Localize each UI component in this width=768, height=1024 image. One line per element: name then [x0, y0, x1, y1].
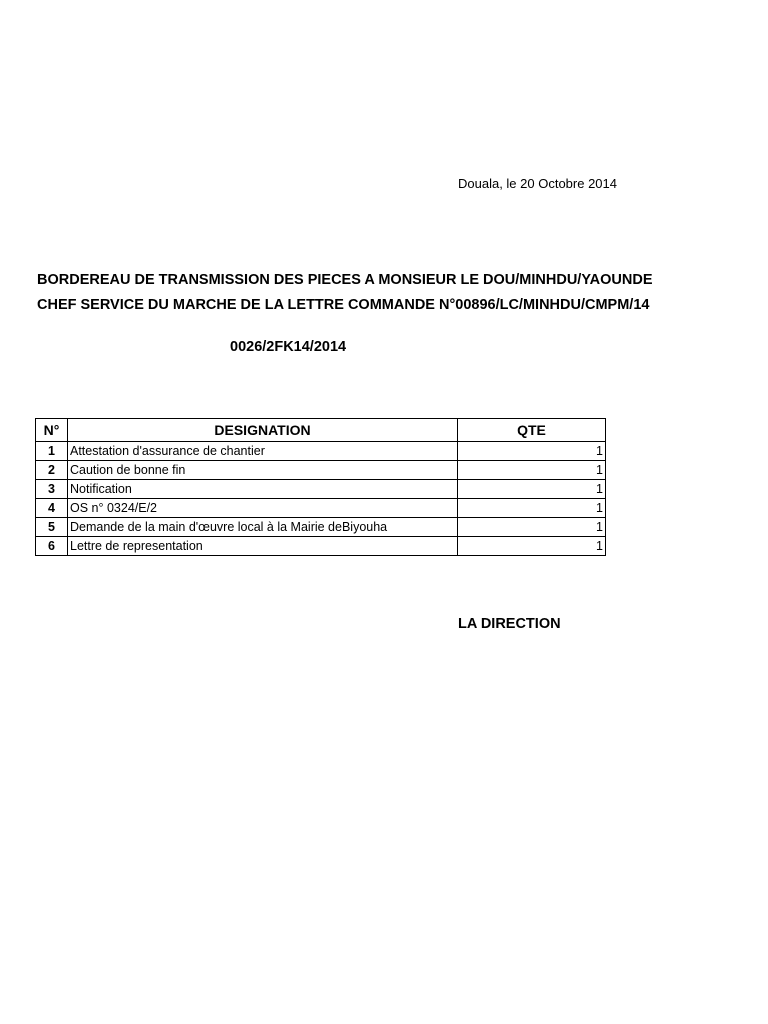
row-designation: Attestation d'assurance de chantier: [68, 442, 458, 461]
header-designation: DESIGNATION: [68, 419, 458, 442]
row-num: 5: [36, 518, 68, 537]
table-row: [36, 480, 606, 499]
header-num: N°: [36, 419, 68, 442]
signature-label: LA DIRECTION: [458, 616, 561, 632]
header-qte: QTE: [458, 419, 606, 442]
table-row: [36, 499, 606, 518]
row-num: 6: [36, 537, 68, 556]
row-qte: 1: [458, 537, 606, 556]
table-header-row: [36, 419, 606, 442]
row-qte: 1: [458, 480, 606, 499]
title-line-1: BORDEREAU DE TRANSMISSION DES PIECES A MONSIEUR LE DOU/MINHDU/YAOUNDE: [37, 272, 653, 288]
row-qte: 1: [458, 518, 606, 537]
table-row: [36, 537, 606, 556]
row-num: 4: [36, 499, 68, 518]
row-designation: Demande de la main d'œuvre local à la Mairie deBiyouha: [68, 518, 458, 537]
table-row: [36, 442, 606, 461]
row-num: 2: [36, 461, 68, 480]
row-designation: Caution de bonne fin: [68, 461, 458, 480]
table-row: [36, 518, 606, 537]
reference-number: 0026/2FK14/2014: [230, 339, 347, 355]
row-qte: 1: [458, 461, 606, 480]
document-title: [37, 268, 653, 318]
title-line-2: CHEF SERVICE DU MARCHE DE LA LETTRE COMMANDE N°00896/LC/MINHDU/CMPM/14: [37, 297, 650, 313]
row-num: 3: [36, 480, 68, 499]
row-num: 1: [36, 442, 68, 461]
row-designation: OS n° 0324/E/2: [68, 499, 458, 518]
row-qte: 1: [458, 499, 606, 518]
items-table: [35, 418, 606, 556]
row-designation: Lettre de representation: [68, 537, 458, 556]
row-qte: 1: [458, 442, 606, 461]
row-designation: Notification: [68, 480, 458, 499]
table-row: [36, 461, 606, 480]
document-date: Douala, le 20 Octobre 2014: [458, 176, 617, 191]
